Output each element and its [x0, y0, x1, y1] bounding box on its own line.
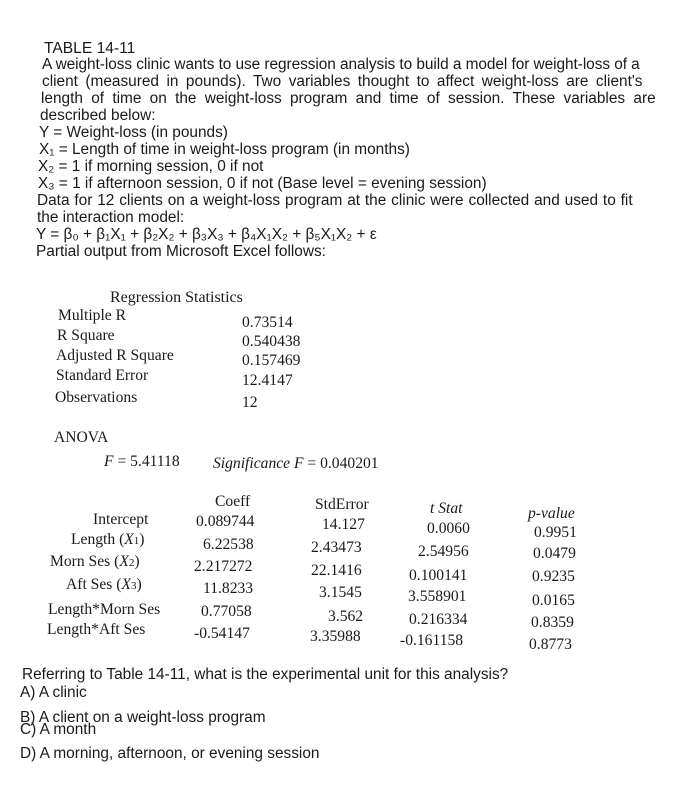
- coef-row-label: Aft Ses (X3): [66, 576, 142, 593]
- x1-symbol: X: [124, 531, 134, 548]
- tstat-value: -0.161158: [400, 632, 464, 649]
- coef-value: 6.22538: [203, 536, 254, 553]
- header-tstat: t Stat: [430, 500, 463, 517]
- stderr-value: 2.43473: [311, 539, 362, 556]
- f-value: = 5.41118: [117, 453, 180, 470]
- tstat-value: 0.0060: [427, 520, 470, 537]
- stderr-value: 22.1416: [311, 562, 362, 579]
- tstat-value: 3.558901: [408, 588, 467, 605]
- intro-line-2: client (measured in pounds). Two variables thought to affect weight-loss are client's: [42, 73, 643, 90]
- pvalue-value: 0.9235: [532, 568, 575, 585]
- x1-subscript: 1: [133, 535, 140, 547]
- intro-line-5: Y = Weight-loss (in pounds): [39, 124, 228, 141]
- pvalue-value: 0.0479: [533, 545, 576, 562]
- tstat-value: 2.54956: [418, 543, 469, 560]
- stat-value: 12: [242, 394, 258, 411]
- regression-statistics-title: Regression Statistics: [110, 289, 243, 306]
- intro-line-10: the interaction model:: [37, 209, 185, 226]
- answer-option-c[interactable]: C) A month: [20, 721, 97, 738]
- intro-line-12: Partial output from Microsoft Excel follows:: [36, 243, 326, 260]
- stderr-value: 3.35988: [310, 628, 361, 645]
- header-pvalue: p-value: [528, 505, 575, 522]
- f-label: F: [104, 453, 114, 470]
- table-label: TABLE 14-11: [44, 40, 136, 57]
- f-statistic: [104, 453, 180, 471]
- x2-subscript: 2: [128, 557, 135, 569]
- intro-line-1: A weight-loss clinic wants to use regression analysis to build a model for weight-loss of a: [42, 56, 640, 73]
- significance-f-value: = 0.040201: [307, 455, 379, 472]
- intro-line-9: Data for 12 clients on a weight-loss program at the clinic were collected and used to fit: [37, 192, 633, 209]
- coef-row-label: Length*Aft Ses: [47, 621, 146, 638]
- coef-value: -0.54147: [194, 625, 250, 642]
- header-coeff: Coeff: [215, 493, 251, 510]
- pvalue-value: 0.8359: [531, 614, 574, 631]
- coef-row-label: Length*Morn Ses: [48, 601, 161, 618]
- question-prompt: Referring to Table 14-11, what is the experimental unit for this analysis?: [22, 666, 509, 683]
- pvalue-value: 0.0165: [532, 592, 575, 609]
- significance-f-label: Significance F: [213, 455, 304, 472]
- x3-symbol: X: [121, 576, 131, 593]
- model-equation: Y = β₀ + β₁X₁ + β₂X₂ + β₃X₃ + β₄X₁X₂ + β₅X₁X₂ + ε: [36, 226, 377, 243]
- anova-title: ANOVA: [54, 429, 109, 446]
- coef-value: 0.089744: [196, 513, 255, 530]
- coef-row-label: Morn Ses (X2): [50, 553, 140, 570]
- tstat-value: 0.216334: [409, 611, 468, 628]
- coef-row-label: Intercept: [93, 511, 149, 528]
- coef-value: 2.217272: [194, 558, 253, 575]
- stat-value: 0.157469: [242, 352, 301, 369]
- x3-subscript: 3: [130, 580, 137, 592]
- coef-value: 0.77058: [201, 603, 252, 620]
- stderr-value: 14.127: [322, 516, 365, 533]
- tstat-value: 0.100141: [409, 567, 468, 584]
- stat-label: Multiple R: [58, 307, 127, 324]
- coef-row-label: Length (X1): [71, 531, 145, 548]
- stat-label: Standard Error: [56, 367, 149, 384]
- x2-symbol: X: [119, 553, 129, 570]
- intro-line-4: described below:: [40, 107, 156, 124]
- intro-line-3: length of time on the weight-loss program and time of session. These variables are: [41, 90, 656, 107]
- stderr-value: 3.1545: [319, 584, 362, 601]
- stat-value: 0.540438: [242, 333, 301, 350]
- answer-option-a[interactable]: A) A clinic: [20, 684, 87, 701]
- pvalue-value: 0.9951: [534, 524, 577, 541]
- stat-label: Observations: [55, 389, 138, 406]
- answer-option-b[interactable]: B) A client on a weight-loss program: [20, 709, 266, 726]
- intro-line-7: X₂ = 1 if morning session, 0 if not: [38, 158, 264, 175]
- significance-f: [213, 455, 379, 473]
- stderr-value: 3.562: [328, 608, 364, 625]
- stat-value: 0.73514: [242, 314, 293, 331]
- stat-value: 12.4147: [242, 372, 293, 389]
- intro-line-6: X₁ = Length of time in weight-loss program (in months): [39, 141, 410, 158]
- intro-line-8: X₃ = 1 if afternoon session, 0 if not (Base level = evening session): [38, 175, 487, 192]
- answer-option-d[interactable]: D) A morning, afternoon, or evening session: [20, 745, 320, 762]
- coef-value: 11.8233: [203, 580, 254, 597]
- stat-label: R Square: [57, 327, 115, 344]
- stat-label: Adjusted R Square: [56, 347, 174, 364]
- header-stderr: StdError: [315, 496, 369, 513]
- pvalue-value: 0.8773: [529, 636, 572, 653]
